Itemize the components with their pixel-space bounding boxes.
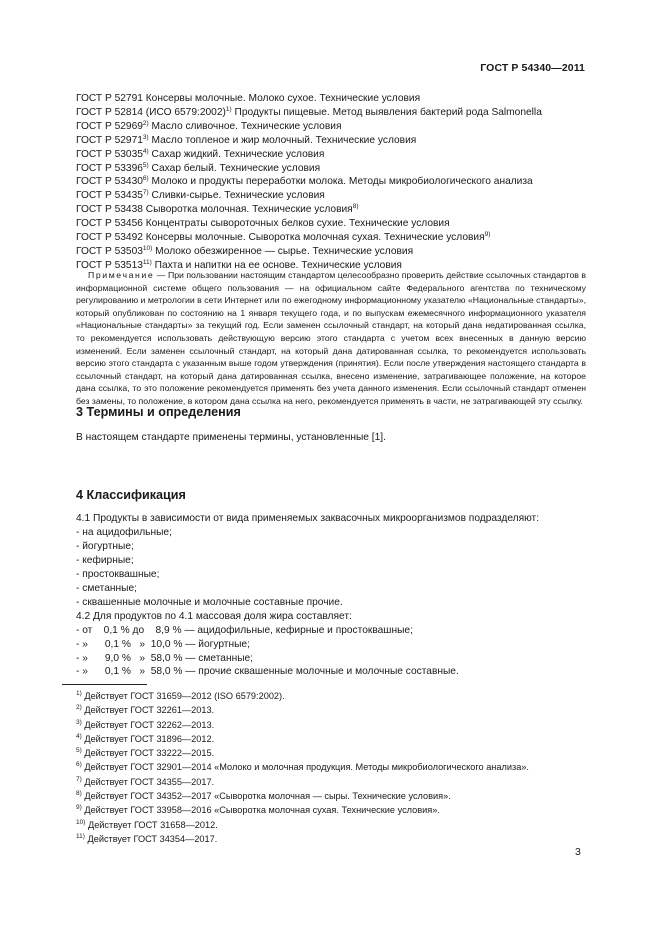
reference-item [76,92,596,106]
reference-code: ГОСТ Р 53035 [76,148,143,160]
reference-title: Консервы молочные. Молоко сухое. Технические условия [145,93,421,104]
reference-code: ГОСТ Р 53430 [76,176,143,188]
footnote-text: Действует ГОСТ 32901—2014 «Молоко и молочная продукция. Методы микробиологического анализа». [84,762,529,773]
footnote-text: Действует ГОСТ 34355—2017. [84,776,215,787]
footnote [76,832,596,846]
footnote-text: Действует ГОСТ 32261—2013. [84,705,215,716]
footnote-marker: 10) [142,244,153,252]
reference-item [76,106,596,120]
footnote-separator [62,684,147,685]
footnote-number: 1) [76,690,82,697]
reference-title: Сливки-сырье. Технические условия [151,190,325,202]
footnote [76,703,596,717]
reference-title: Молоко и продукты переработки молока. Методы микробиологического анализа [151,176,533,188]
footnote-number: 3) [76,718,82,726]
reference-code: ГОСТ Р 52791 [76,93,143,104]
note-label: Примечание [88,270,155,280]
footnote-marker: 3) [142,133,149,141]
reference-code: ГОСТ Р 53513 [76,259,143,271]
reference-code: ГОСТ Р 53396 [76,162,143,174]
list-item: - сквашенные молочные и молочные составные прочие. [76,596,343,608]
footnote-text: Действует ГОСТ 34354—2017. [87,833,218,844]
reference-item [76,162,596,176]
reference-code: ГОСТ Р 52971 [76,134,143,146]
footnote [76,718,596,732]
footnote-marker: 7) [142,189,149,197]
footnote [76,818,596,832]
reference-code: ГОСТ Р 53438 [76,204,143,216]
footnote-text: Действует ГОСТ 31896—2012. [84,733,215,744]
note-text: — При пользовании настоящим стандартом целесообразно проверить действие ссылочных стандартов в информационной системе общего пользования — на официальном сайте Федерального агентства по техническому регулированию и метрологии в сети Интернет или по ежегодному информационному указателю «Национальные стандарты», который опубликован по состоянию на 1 января текущего года, и по выпускам ежемесячного информационного указателя «Национальные стандарты» за текущий год. Если заменен ссылочный стандарт, на который дана недатированная ссылка, то рекомендуется использовать действующую версию этого стандарта с учетом всех внесенных в данную версию изменений. Если заменен ссылочный стандарт, на который дана датированная ссылка, то рекомендуется использовать версию этого стандарта с указанным выше годом утверждения (принятия). Если после утверждения настоящего стандарта в ссылочный стандарт, на который дана датированная ссылка, внесено изменение, затрагивающее положение, на которое дана ссылка, то это положение рекомендуется применять без учета данного изменения. Если ссылочный стандарт отменен без замены, то положение, в котором дана ссылка на него, рекомендуется применять в части, не затрагивающей эту ссылку. [76,270,586,406]
footnote-number: 7) [76,775,82,783]
footnote-number: 10) [76,818,86,826]
footnote-marker: 6) [142,175,149,183]
footnote-marker: 2) [142,119,149,127]
footnotes-list [76,689,596,846]
footnote-number: 2) [76,704,82,712]
list-item: - простоквашные; [76,568,160,580]
reference-title: Сахар жидкий. Технические условия [151,148,325,160]
list-item: - йогуртные; [76,540,134,552]
reference-title: Пахта и напитки на ее основе. Технические условия [154,259,402,271]
footnote [76,689,596,703]
list-item: - » 0,1 % » 10,0 % — йогуртные; [76,638,250,650]
footnote-marker: 8) [352,203,359,211]
reference-title: Сыворотка молочная. Технические условия [145,204,353,216]
list-item: - на ацидофильные; [76,526,172,538]
reference-item [76,120,596,134]
list-item: - » 0,1 % » 58,0 % — прочие сквашенные молочные и молочные составные. [76,666,459,678]
footnote-marker: 11) [142,258,152,266]
reference-item [76,217,596,231]
list-item: - сметанные; [76,582,137,594]
footnote-number: 4) [76,732,82,740]
list-item: - кефирные; [76,554,134,566]
normative-references-list [76,92,596,273]
footnote-marker: 9) [484,231,491,239]
reference-code: ГОСТ Р 52969 [76,120,143,132]
reference-item [76,231,596,245]
reference-item [76,134,596,148]
footnote-marker: 5) [142,161,149,169]
reference-title: Молоко обезжиренное — сырье. Технические условия [155,245,414,257]
list-item: - от 0,1 % до 8,9 % — ацидофильные, кефирные и простоквашные; [76,624,413,636]
section-3-title: 3 Термины и определения [76,405,241,419]
reference-title: Продукты пищевые. Метод выявления бактерий рода Salmonella [234,106,542,118]
footnote-marker: 4) [142,147,149,155]
footnote [76,746,596,760]
page-header: ГОСТ Р 54340—2011 [480,62,585,74]
reference-title: Сахар белый. Технические условия [151,162,321,174]
page-number: 3 [575,846,581,858]
reference-code: ГОСТ Р 52814 (ИСО 6579:2002) [76,106,226,118]
footnote-text: Действует ГОСТ 31659—2012 (ISO 6579:2002). [84,691,285,701]
footnote-text: Действует ГОСТ 34352—2017 «Сыворотка молочная — сыры. Технические условия». [84,791,451,802]
reference-item [76,175,596,189]
footnote [76,803,596,817]
footnote [76,789,596,803]
footnote-number: 11) [76,832,85,840]
footnote-text: Действует ГОСТ 33958—2016 «Сыворотка молочная сухая. Технические условия». [84,805,440,816]
list-item: - » 9,0 % » 58,0 % — сметанные; [76,652,254,664]
reference-item [76,148,596,162]
footnote-text: Действует ГОСТ 33222—2015. [84,748,215,759]
footnote-marker: 1) [225,105,232,113]
footnote [76,760,596,774]
reference-code: ГОСТ Р 53435 [76,190,143,202]
reference-title: Консервы молочные. Сыворотка молочная сухая. Технические условия [145,232,485,244]
reference-code: ГОСТ Р 53456 [76,218,143,230]
footnote-number: 9) [76,804,82,812]
footnote-number: 6) [76,761,82,769]
reference-item [76,189,596,203]
section-3-text: В настоящем стандарте применены термины, установленные [1]. [76,432,386,443]
footnote [76,775,596,789]
note-paragraph [76,269,586,408]
reference-title: Масло топленое и жир молочный. Технические условия [151,134,417,146]
clause-4-1: 4.1 Продукты в зависимости от вида применяемых заквасочных микроорганизмов подразделяют: [76,513,540,524]
reference-title: Концентраты сывороточных белков сухие. Технические условия [145,218,450,230]
footnote-text: Действует ГОСТ 31658—2012. [87,819,218,830]
reference-item [76,245,596,259]
footnote-number: 8) [76,790,82,798]
section-4-title: 4 Классификация [76,488,186,502]
reference-code: ГОСТ Р 53492 [76,232,143,244]
section-4-content [76,512,596,679]
reference-title: Масло сливочное. Технические условия [151,120,342,132]
footnote-text: Действует ГОСТ 32262—2013. [84,719,215,730]
clause-4-2: 4.2 Для продуктов по 4.1 массовая доля жира составляет: [76,610,352,622]
footnote-number: 5) [76,747,82,755]
reference-item [76,203,596,217]
reference-code: ГОСТ Р 53503 [76,245,143,257]
footnote [76,732,596,746]
